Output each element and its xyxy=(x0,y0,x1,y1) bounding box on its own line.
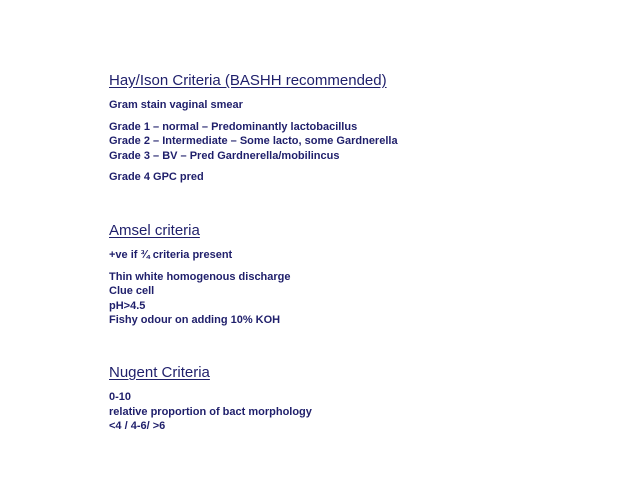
hay-ison-grade-list xyxy=(109,120,609,164)
nugent-line: 0-10 xyxy=(109,391,132,403)
nugent-line: <4 / 4-6/ >6 xyxy=(109,420,166,432)
grade-2-line: Grade 2 – Intermediate – Some lacto, some Gardnerella xyxy=(109,135,398,147)
nugent-lines xyxy=(109,390,609,434)
grade-3-line: Grade 3 – BV – Pred Gardnerella/mobilincus xyxy=(109,149,340,162)
grade-1-line: Grade 1 – normal – Predominantly lactobacillus xyxy=(109,120,358,133)
hay-ison-section xyxy=(109,72,609,185)
nugent-section xyxy=(109,364,609,434)
amsel-criterion: Clue cell xyxy=(109,285,155,297)
amsel-criterion: Fishy odour on adding 10% KOH xyxy=(109,314,281,326)
grade-4-line: Grade 4 GPC pred xyxy=(109,171,204,183)
amsel-section xyxy=(109,222,609,328)
nugent-title: Nugent Criteria xyxy=(109,364,210,381)
amsel-title: Amsel criteria xyxy=(109,222,200,239)
hay-ison-title: Hay/Ison Criteria (BASHH recommended) xyxy=(109,72,387,89)
amsel-criterion: pH>4.5 xyxy=(109,299,146,312)
amsel-criterion: Thin white homogenous discharge xyxy=(109,270,291,283)
hay-ison-subtitle: Gram stain vaginal smear xyxy=(109,99,243,111)
amsel-rule: +ve if ¾ criteria present xyxy=(109,249,233,261)
amsel-criteria-list xyxy=(109,270,609,328)
nugent-line: relative proportion of bact morphology xyxy=(109,405,312,418)
